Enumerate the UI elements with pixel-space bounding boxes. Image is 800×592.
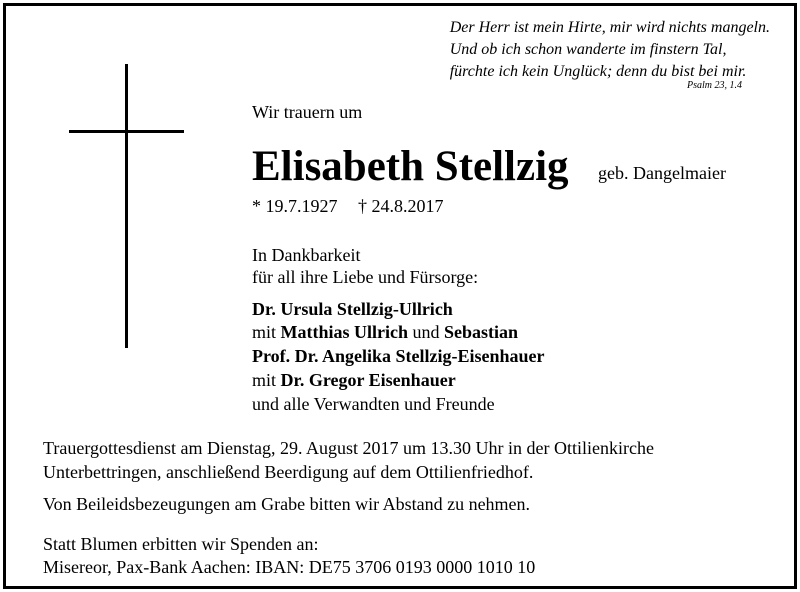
- service-line-1: Trauergottesdienst am Dienstag, 29. August 2017 um 13.30 Uhr in der Ottilienkirche: [43, 438, 654, 458]
- mourner-2-name2: Sebastian: [444, 322, 519, 342]
- birth-name: geb. Dangelmaier: [598, 163, 726, 183]
- deceased-name: Elisabeth Stellzig: [252, 143, 569, 190]
- mourner-3: [252, 345, 545, 367]
- gratitude-line-2: für all ihre Liebe und Fürsorge:: [252, 267, 479, 287]
- cross-icon: [125, 64, 128, 348]
- mourner-3-name: Prof. Dr. Angelika Stellzig-Eisenhauer: [252, 346, 545, 366]
- verse-line-3: fürchte ich kein Unglück; denn du bist bei mir.: [449, 63, 747, 80]
- mourner-1-name: Dr. Ursula Stellzig-Ullrich: [252, 299, 453, 319]
- mourner-2-prefix: mit: [252, 322, 277, 342]
- service-line-2: Unterbettringen, anschließend Beerdigung auf dem Ottilienfriedhof.: [43, 462, 534, 482]
- mourner-4-prefix: mit: [252, 370, 277, 390]
- mourner-2-name: Matthias Ullrich: [280, 322, 409, 342]
- condolence-note: Von Beileidsbezeugungen am Grabe bitten wir Abstand zu nehmen.: [43, 494, 531, 514]
- intro-text: Wir trauern um: [252, 102, 363, 122]
- verse-line-2: Und ob ich schon wanderte im finstern Tal,: [449, 41, 727, 58]
- mourner-4-name: Dr. Gregor Eisenhauer: [280, 370, 456, 390]
- bible-verse: [450, 17, 770, 83]
- donation-line-2: Misereor, Pax-Bank Aachen: IBAN: DE75 3706 0193 0000 1010 10: [43, 557, 536, 577]
- gratitude-line-1: In Dankbarkeit: [252, 245, 361, 265]
- mourner-2-and: und: [412, 322, 440, 342]
- donation-line-1: Statt Blumen erbitten wir Spenden an:: [43, 534, 319, 554]
- mourner-4: [252, 369, 456, 391]
- birth-date: * 19.7.1927: [252, 196, 338, 216]
- mourner-1: [252, 298, 453, 320]
- verse-line-1: Der Herr ist mein Hirte, mir wird nichts mangeln.: [449, 19, 770, 36]
- mourner-2: [252, 321, 518, 343]
- cross-icon-bar: [69, 130, 184, 133]
- mourner-5: und alle Verwandten und Freunde: [252, 394, 495, 414]
- death-date: † 24.8.2017: [358, 196, 444, 216]
- verse-reference: Psalm 23, 1.4: [687, 80, 742, 91]
